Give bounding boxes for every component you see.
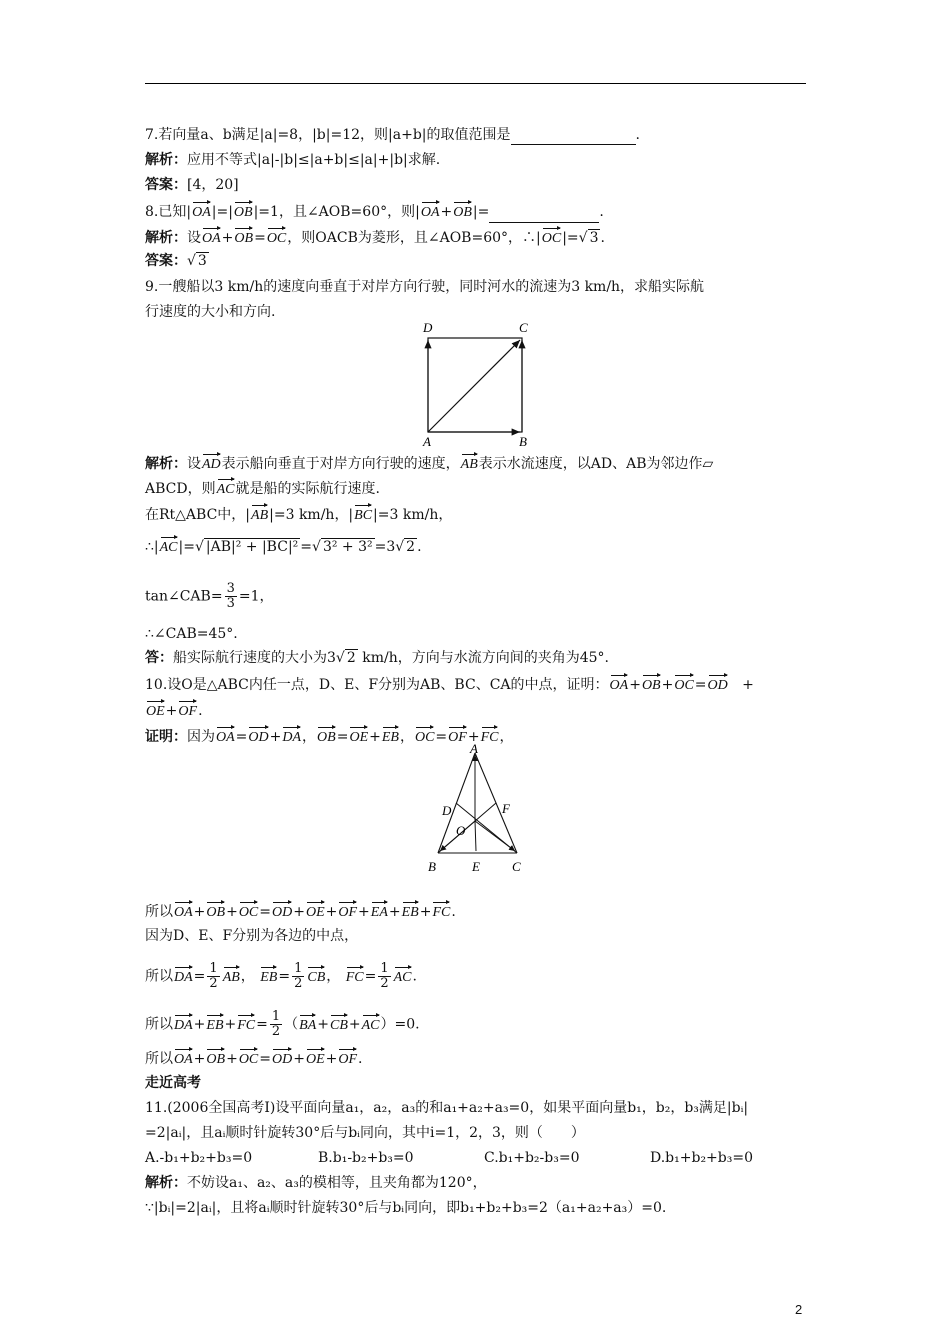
triangle-diagram: [420, 743, 535, 878]
label-A: A: [423, 434, 431, 449]
problem-9-angle: ∴∠CAB=45°.: [145, 626, 238, 642]
header-rule: [145, 83, 806, 84]
problem-9-tangent: tan∠CAB= $\frac{3}{3}$ =1，: [145, 581, 274, 611]
problem-10-step2: 因为D、E、F分别为各边的中点，: [145, 928, 359, 944]
problem-10-step3: 所以DA= $\frac{1}{2}$ AB， EB= $\frac{1}{2}$ CB， FC= $\frac{1}{2}$ AC.: [145, 961, 417, 991]
problem-7-analysis: 解析：应用不等式|a|-|b|≤|a+b|≤|a|+|b|求解.: [145, 152, 441, 168]
problem-10-step1: 所以OA+OB+OC=OD+OE+OF+EA+EB+FC.: [145, 900, 456, 923]
label-O: O: [456, 823, 466, 838]
problem-11-line1: 11.(2006全国高考Ⅰ)设平面向量a₁，a₂，a₃的和a₁+a₂+a₃=0，如果平面向量b₁，b₂，b₃满足|bᵢ|: [145, 1100, 749, 1116]
problem-9-answer: 答：船实际航行速度的大小为3√ 2 km/h，方向与水流方向间的夹角为45°.: [145, 650, 609, 666]
square-diagram: [415, 318, 535, 450]
problem-11-option-b: B.b₁-b₂+b₃=0: [318, 1150, 414, 1166]
problem-11-line2: =2|aᵢ|，且aᵢ顺时针旋转30°后与bᵢ同向，其中i=1，2，3，则（ ）: [145, 1125, 585, 1141]
problem-10-step5: 所以OA+OB+OC=OD+OE+OF.: [145, 1047, 363, 1070]
problem-11-option-a: A.-b₁+b₂+b₃=0: [145, 1150, 253, 1166]
problem-9-magnitude: ∴|AC|=√ |AB|² + |BC|² =√ 3² + 3² =3√ 2 .: [145, 535, 422, 558]
section-heading: 走近高考: [145, 1075, 201, 1091]
problem-9-solution-line1: 解析：设AD表示船向垂直于对岸方向行驶的速度，AB表示水流速度，以AD、AB为邻边作▱: [145, 452, 713, 475]
label-C: C: [519, 320, 528, 335]
label-B: B: [428, 859, 436, 874]
problem-10-question-cont: OE+OF.: [145, 699, 203, 722]
problem-10-question: 10.设O是△ABC内任一点，D、E、F分别为AB、BC、CA的中点，证明：OA+OB+OC=OD +: [145, 673, 754, 696]
problem-8-analysis: 解析：设OA+OB=OC，则OACB为菱形，且∠AOB=60°，∴|OC|=√ 3 .: [145, 226, 605, 249]
label-C: C: [512, 859, 521, 874]
problem-9-question-line2: 行速度的大小和方向.: [145, 304, 276, 320]
problem-8-answer: 答案：√ 3: [145, 253, 207, 269]
problem-10-step4: 所以DA+EB+FC= $\frac{1}{2}$ （BA+CB+AC）=0.: [145, 1009, 420, 1039]
problem-8: 8.已知|OA|=|OB|=1，且∠AOB=60°，则|OA+OB|= .: [145, 200, 604, 223]
label-A: A: [470, 743, 478, 756]
problem-11-analysis: 解析：不妨设a₁、a₂、a₃的模相等，且夹角都为120°，: [145, 1175, 487, 1191]
problem-7: 7.若向量a、b满足|a|=8，|b|=12，则|a+b|的取值范围是 .: [145, 127, 640, 143]
page-number: 2: [795, 1302, 803, 1317]
label-F: F: [502, 801, 510, 816]
label-D: D: [423, 320, 433, 335]
problem-11-analysis-line2: ∵|bᵢ|=2|aᵢ|，且将aᵢ顺时针旋转30°后与bᵢ同向，即b₁+b₂+b₃=2（a₁+a₂+a₃）=0.: [145, 1200, 667, 1216]
problem-9-solution-line2: ABCD，则AC就是船的实际航行速度.: [145, 477, 380, 500]
problem-11-option-d: D.b₁+b₂+b₃=0: [650, 1150, 753, 1166]
problem-11-option-c: C.b₁+b₂-b₃=0: [484, 1150, 580, 1166]
problem-7-answer: 答案：[4，20]: [145, 177, 239, 193]
label-E: E: [472, 859, 480, 874]
problem-9-rt-triangle: 在Rt△ABC中，|AB|=3 km/h，|BC|=3 km/h，: [145, 503, 452, 526]
label-D: D: [442, 803, 452, 818]
problem-10-proof: 证明：因为OA=OD+DA，OB=OE+EB，OC=OF+FC，: [145, 725, 513, 748]
label-B: B: [519, 434, 527, 449]
problem-9-question-line1: 9.一艘船以3 km/h的速度向垂直于对岸方向行驶，同时河水的流速为3 km/h，求船实际航: [145, 279, 705, 295]
